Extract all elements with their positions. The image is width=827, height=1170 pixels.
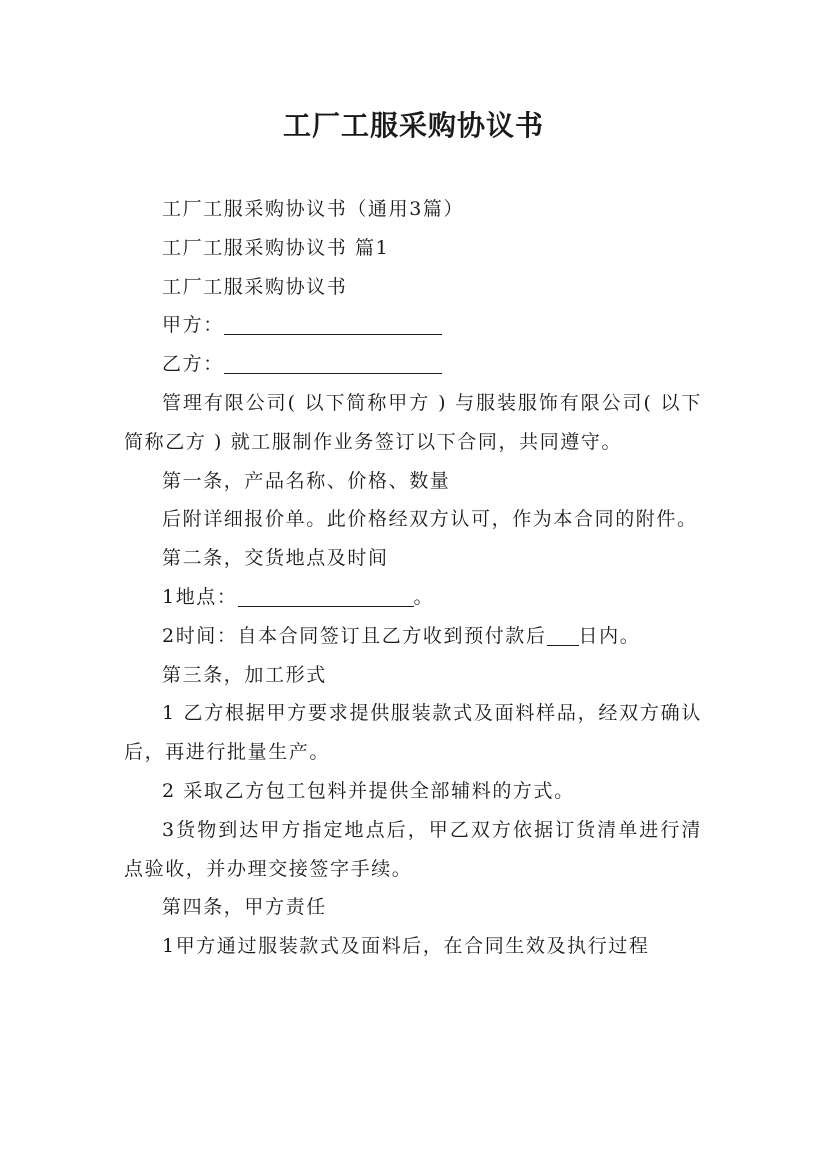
party-a-line	[124, 306, 702, 345]
article-4-item-1: 1甲方通过服装款式及面料后，在合同生效及执行过程	[162, 935, 650, 958]
party-a-label: 甲方：	[162, 314, 224, 337]
article-2-heading: 第二条，交货地点及时间	[162, 547, 389, 570]
article-1-text: 后附详细报价单。此价格经双方认可，作为本合同的附件。	[162, 508, 698, 531]
time-text-after: 日内。	[578, 624, 641, 647]
article-3-heading: 第三条，加工形式	[162, 663, 327, 686]
section-heading: 工厂工服采购协议书 篇1	[162, 236, 390, 259]
subtitle-line: 工厂工服采购协议书（通用3篇）	[162, 198, 465, 220]
party-b-blank	[224, 351, 442, 374]
article-3-item-2: 2 采取乙方包工包料并提供全部辅料的方式。	[162, 779, 575, 802]
doc-heading: 工厂工服采购协议书	[162, 275, 348, 298]
article-2-place-line	[124, 578, 702, 617]
intro-paragraph: 管理有限公司( 以下简称甲方 ) 与服装服饰有限公司( 以下简称乙方 ) 就工服制作业务签订以下合同，共同遵守。	[124, 391, 702, 453]
party-b-label: 乙方：	[162, 353, 224, 376]
party-b-line	[124, 345, 702, 384]
place-label: 1地点：	[162, 585, 238, 608]
article-1-heading: 第一条，产品名称、价格、数量	[162, 469, 451, 492]
document-title: 工厂工服采购协议书	[282, 109, 544, 142]
place-end: 。	[413, 585, 435, 608]
place-blank	[238, 584, 414, 607]
article-2-time-line	[124, 617, 702, 656]
article-3-item-3: 3货物到达甲方指定地点后，甲乙双方依据订货清单进行清点验收，并办理交接签字手续。	[124, 818, 702, 880]
document-body	[124, 190, 702, 966]
time-text-before: 2时间：自本合同签订且乙方收到预付款后	[162, 624, 547, 647]
days-blank	[547, 623, 579, 646]
article-4-heading: 第四条，甲方责任	[162, 896, 327, 919]
article-3-item-1: 1 乙方根据甲方要求提供服装款式及面料样品，经双方确认后，再进行批量生产。	[124, 702, 702, 764]
party-a-blank	[224, 312, 442, 335]
